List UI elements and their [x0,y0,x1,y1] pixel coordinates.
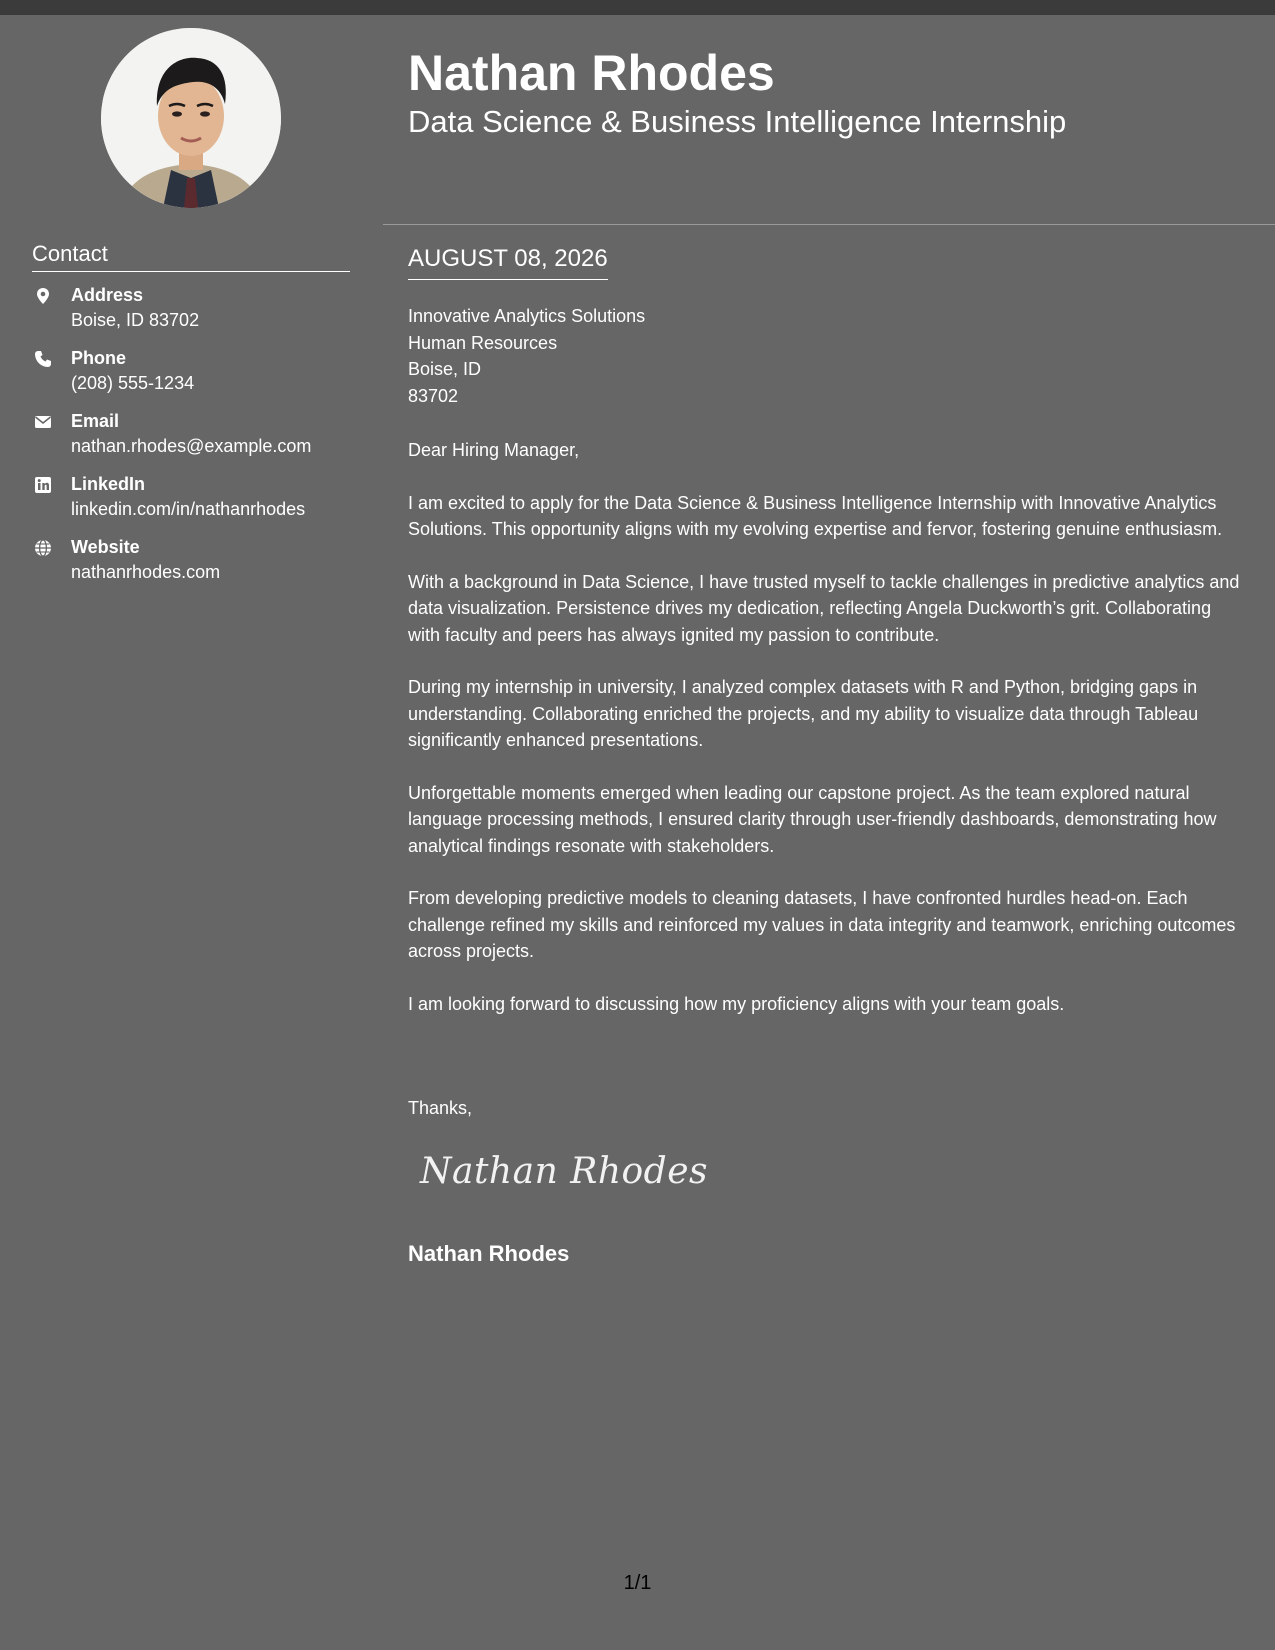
contact-list [32,284,362,599]
letter-paragraph: During my internship in university, I analyzed complex datasets with R and Python, bridging gaps in understanding. Collaborating enriched the projects, and my ability to visualize data through Tableau significantly enhanced presentations. [408,677,1199,750]
signer-name: Nathan Rhodes [408,1241,570,1266]
globe-icon [34,539,52,557]
applicant-name: Nathan Rhodes [408,45,775,101]
letter-body [408,437,1240,1043]
header-divider [383,224,1275,225]
letter-paragraph: I am excited to apply for the Data Science & Business Intelligence Internship with Innovative Analytics Solutions. This opportunity aligns with my evolving expertise and fervor, fostering genuine enthusiasm. [408,492,1223,539]
recipient-department: Human Resources [408,332,558,353]
contact-item-address [32,284,362,347]
letter-date: AUGUST 08, 2026 [408,245,608,280]
salutation: Dear Hiring Manager, [408,440,580,460]
contact-heading: Contact [32,241,350,272]
email-value: nathan.rhodes@example.com [71,436,312,456]
envelope-icon [34,413,52,431]
letter-paragraph: I am looking forward to discussing how my proficiency aligns with your team goals. [408,993,1065,1014]
recipient-block [408,303,645,409]
avatar [101,28,281,208]
recipient-company: Innovative Analytics Solutions [408,306,646,326]
contact-item-phone [32,347,362,410]
letter-paragraph: With a background in Data Science, I have trusted myself to tackle challenges in predictive analytics and data visualization. Persistence drives my dedication, reflecting Angela Duckworth’s grit. Collaborating with faculty and peers has always ignited my passion to contribute. [408,571,1240,645]
contact-item-email [32,410,362,473]
map-pin-icon [34,287,52,305]
closing: Thanks, [408,1098,473,1118]
contact-label: Phone [71,348,127,368]
phone-icon [34,350,52,368]
page-number: 1/1 [623,1572,652,1594]
phone-value: (208) 555-1234 [71,373,195,393]
address-value: Boise, ID 83702 [71,310,200,330]
letter-paragraph: From developing predictive models to cleaning datasets, I have confronted hurdles head-on. Each challenge refined my skills and reinforced my values in data integrity and teamwork, enriching outcomes across projects. [408,888,1236,961]
website-value: nathanrhodes.com [71,562,221,582]
contact-label: Website [71,537,140,557]
contact-item-linkedin [32,473,362,536]
job-title: Data Science & Business Intelligence Internship [408,104,1067,139]
contact-label: LinkedIn [71,474,146,494]
linkedin-icon [34,476,52,494]
signature: Nathan Rhodes [420,1151,708,1192]
recipient-zip: 83702 [408,385,459,406]
letter-paragraph: Unforgettable moments emerged when leading our capstone project. As the team explored natural language processing methods, I ensured clarity through user-friendly dashboards, demonstrating how analytical findings resonate with stakeholders. [408,782,1217,856]
top-bar [0,0,1275,15]
contact-label: Email [71,411,120,431]
linkedin-value: linkedin.com/in/nathanrhodes [71,499,306,519]
recipient-city: Boise, ID [408,359,482,379]
contact-item-website [32,536,362,599]
profile-photo [101,28,281,208]
contact-label: Address [71,285,144,305]
